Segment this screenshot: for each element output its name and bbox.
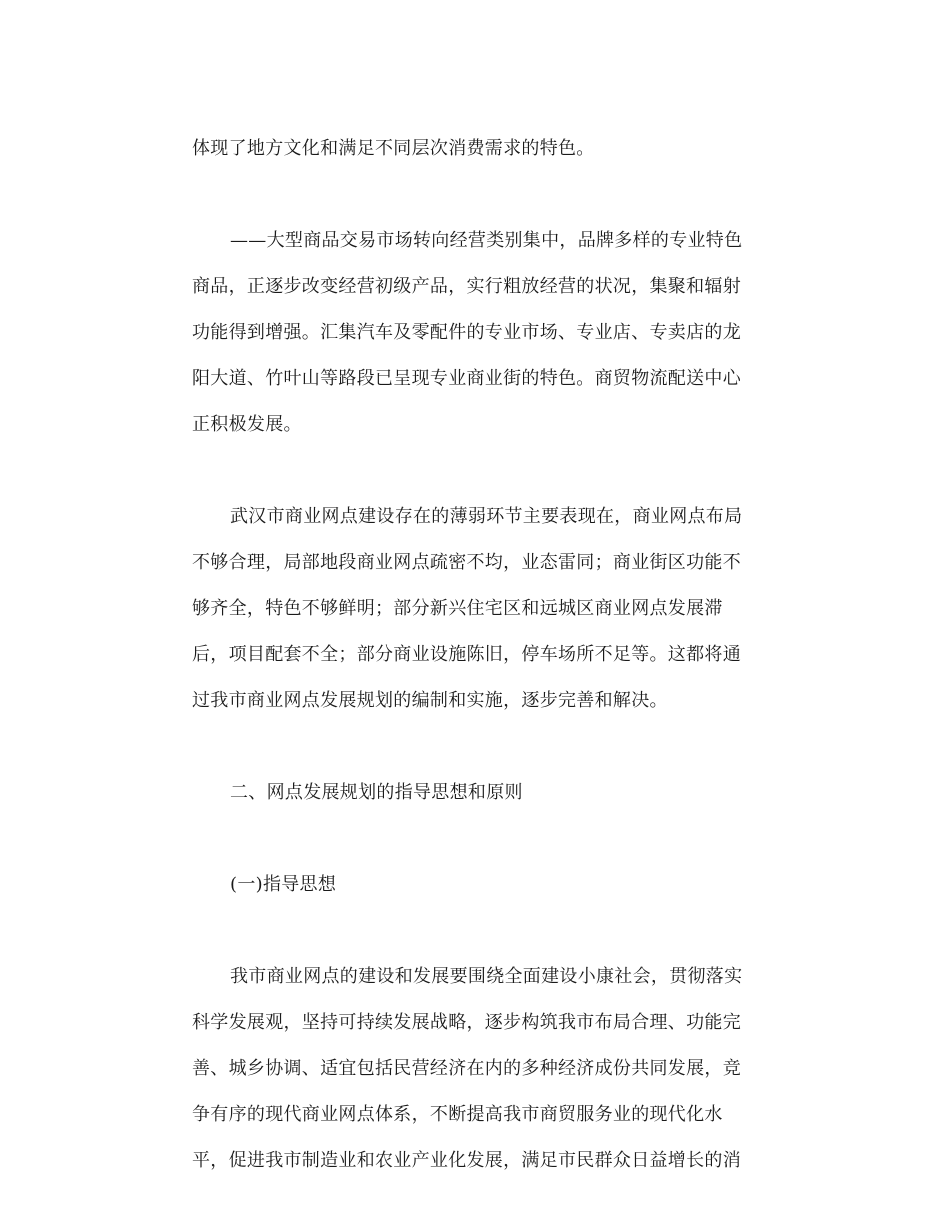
paragraph-line: 平，促进我市制造业和农业产业化发展，满足市民群众日益增长的消 bbox=[192, 1150, 741, 1171]
paragraph-line: 争有序的现代商业网点体系，不断提高我市商贸服务业的现代化水 bbox=[192, 1104, 723, 1125]
paragraph-line: 我市商业网点的建设和发展要围绕全面建设小康社会，贯彻落实 bbox=[230, 966, 743, 987]
paragraph-line: 后，项目配套不全；部分商业设施陈旧，停车场所不足等。这都将通 bbox=[192, 644, 741, 665]
subsection-heading: (一)指导思想 bbox=[230, 874, 337, 895]
paragraph-line: 阳大道、竹叶山等路段已呈现专业商业街的特色。商贸物流配送中心 bbox=[192, 368, 741, 389]
paragraph-line: 够齐全，特色不够鲜明；部分新兴住宅区和远城区商业网点发展滞 bbox=[192, 598, 723, 619]
paragraph-gap bbox=[192, 724, 752, 770]
paragraph-line: 体现了地方文化和满足不同层次消费需求的特色。 bbox=[192, 138, 595, 159]
paragraph-line: 过我市商业网点发展规划的编制和实施，逐步完善和解决。 bbox=[192, 690, 668, 711]
paragraph-line: 正积极发展。 bbox=[192, 414, 302, 435]
document-body bbox=[192, 126, 752, 1184]
paragraph-gap bbox=[192, 908, 752, 954]
paragraph-gap bbox=[192, 816, 752, 862]
paragraph-line: 商品，正逐步改变经营初级产品，实行粗放经营的状况，集聚和辐射 bbox=[192, 276, 741, 297]
paragraph-gap bbox=[192, 172, 752, 218]
paragraph-line: 科学发展观，坚持可持续发展战略，逐步构筑我市布局合理、功能完 bbox=[192, 1012, 741, 1033]
paragraph-line: 不够合理，局部地段商业网点疏密不均，业态雷同；商业街区功能不 bbox=[192, 552, 741, 573]
paragraph-gap bbox=[192, 448, 752, 494]
paragraph-line: 武汉市商业网点建设存在的薄弱环节主要表现在，商业网点布局 bbox=[230, 506, 743, 527]
section-heading: 二、网点发展规划的指导思想和原则 bbox=[230, 782, 523, 803]
paragraph-line: 善、城乡协调、适宜包括民营经济在内的多种经济成份共同发展，竞 bbox=[192, 1058, 741, 1079]
paragraph-line: 功能得到增强。汇集汽车及零配件的专业市场、专业店、专卖店的龙 bbox=[192, 322, 741, 343]
paragraph-line: ——大型商品交易市场转向经营类别集中，品牌多样的专业特色 bbox=[230, 230, 743, 251]
